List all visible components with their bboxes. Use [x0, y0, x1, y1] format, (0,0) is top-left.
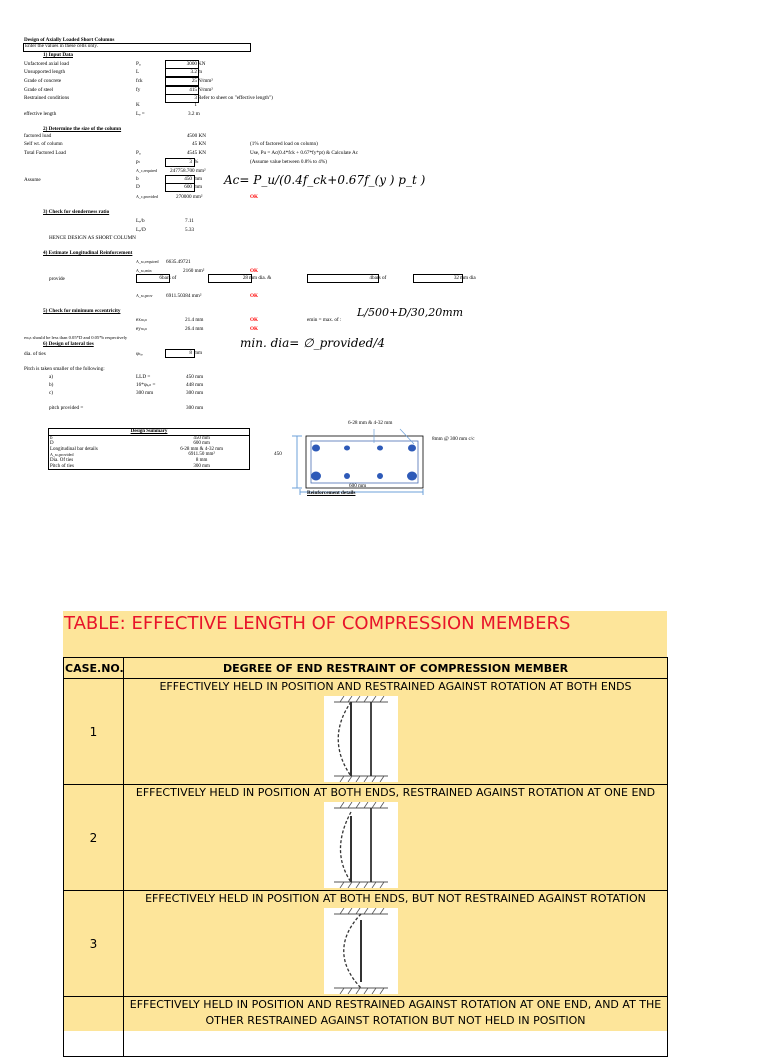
case-description-cell: [124, 679, 668, 785]
section-slenderness-heading: 3) Check for slenderness ratio: [43, 209, 110, 215]
case-description: EFFECTIVELY HELD IN POSITION AND RESTRAINED AGAINST ROTATION AT BOTH ENDS: [159, 680, 632, 693]
input-unit: N/mm²: [198, 78, 213, 84]
effective-length-table: [63, 657, 668, 1057]
asc-provided-ok: OK: [250, 293, 259, 299]
restraint-header: DEGREE OF END RESTRAINT OF COMPRESSION MEMBER: [124, 658, 668, 679]
slenderness-b-value: 7.11: [185, 218, 194, 224]
asc-min-value: 2160 mm²: [183, 268, 205, 274]
section-input-heading: 1) Input Data: [43, 52, 73, 58]
tie-dia-formula: min. dia= ∅_provided/4: [240, 336, 385, 350]
ey-symbol: eyₘᵢₙ: [136, 326, 148, 332]
table-row: [64, 891, 668, 997]
d-value: 600: [184, 184, 192, 190]
bar-unit-1: mm dia. &: [249, 275, 272, 281]
emin-note: eₘᵢₙ should be less than 0.05*D and 0.05*b respectively: [24, 335, 128, 340]
pitch-item-key: a): [49, 374, 54, 380]
input-symbol: Pᵤ: [136, 61, 141, 67]
ac-ok-label: OK: [250, 194, 259, 200]
table-header-row: [64, 658, 668, 679]
pitch-note: Pitch is taken smaller of the following:: [24, 366, 105, 372]
input-note: Enter the values in these cells only.: [25, 43, 98, 49]
ey-ok: OK: [250, 326, 259, 332]
table-row: [64, 679, 668, 785]
ties-label: 8mm @ 300 mm c/c: [432, 436, 475, 442]
case-no-header: CASE.NO.: [64, 658, 124, 679]
rebar-32: [377, 446, 383, 451]
summary-label: Longitudinal bar details: [49, 447, 155, 453]
column-fixed-fixed-diagram: [324, 696, 398, 782]
tie-dia-value: 8: [189, 350, 192, 356]
ex-value: 21.4 mm: [185, 317, 204, 323]
tie-dia-unit: mm: [194, 350, 203, 356]
effective-length-title: TABLE: EFFECTIVE LENGTH OF COMPRESSION MEMBERS: [64, 613, 571, 634]
case-number: 1: [64, 679, 124, 785]
total-load-value: 4545 KN: [186, 150, 206, 156]
b-symbol: b: [136, 176, 139, 182]
pitch-item-key: c): [49, 390, 54, 396]
d-unit: mm: [194, 184, 203, 190]
input-label: Unfactored axial load: [24, 61, 69, 67]
input-symbol: fy: [136, 87, 141, 93]
assume-label: Assume: [24, 177, 41, 183]
width-label: 600 mm: [349, 483, 367, 489]
design-summary-table: [48, 428, 250, 470]
self-weight-label: Self wt. of column: [24, 141, 63, 147]
ey-value: 26.4 mm: [185, 326, 204, 332]
summary-value: 6911.50 mm²: [154, 452, 249, 458]
asc-min-symbol: A_sc,min: [136, 268, 152, 273]
pt-value: 3: [189, 159, 192, 165]
b-value: 450: [184, 176, 192, 182]
rebar-32: [344, 473, 350, 479]
input-label: Grade of concrete: [24, 78, 62, 84]
ex-symbol: exₘᵢₙ: [136, 317, 148, 323]
case-number: 2: [64, 785, 124, 891]
asc-required-value: 6635.49721: [166, 259, 191, 265]
d-symbol: D: [136, 184, 140, 190]
pitch-provided-value: 300 mm: [186, 405, 204, 411]
column-outline: [306, 436, 423, 488]
pitch-item-value: 450 mm: [186, 374, 204, 380]
bars-label: 6-28 mm & 4-32 mm: [348, 420, 393, 426]
k-value: 1: [194, 102, 197, 108]
section-ties-heading: 6) Design of lateral ties: [43, 341, 94, 347]
asc-required-symbol: A_sc,required: [136, 259, 159, 264]
column-pinned-pinned-diagram: [324, 908, 398, 994]
input-unit: N/mm²: [198, 87, 213, 93]
bar-unit-2: mm dia: [460, 275, 476, 281]
bars-count-2: 4: [369, 275, 372, 281]
rebar-28: [312, 445, 320, 452]
total-load-symbol: Pᵤ: [136, 150, 141, 156]
table-row: [64, 785, 668, 891]
input-value: 415: [189, 87, 197, 93]
bars-of-label: bars of: [162, 275, 177, 281]
asc-provided-symbol: A_sc,prov: [136, 293, 153, 298]
tie-dia-label: dia. of ties: [24, 351, 46, 357]
sheet-title: Design of Axially Loaded Short Columns: [24, 37, 115, 43]
input-unit: m: [198, 69, 203, 75]
rebar-32: [377, 473, 383, 479]
total-load-label: Total Factored Load: [24, 150, 66, 156]
summary-label: Dia. Of ties: [49, 458, 155, 464]
emin-label: emin = max. of :: [307, 317, 342, 323]
input-label: Restrained conditions: [24, 95, 70, 101]
summary-value: 8 mm: [154, 458, 249, 464]
bar-dia-2: 32: [453, 275, 459, 281]
bars-of-label-2: bars of: [372, 275, 387, 281]
self-weight-value: 45 KN: [192, 141, 206, 147]
slenderness-b-symbol: Lₑ/b: [136, 218, 145, 224]
ac-formula: Ac= P_u/(0.4f_ck+0.67f_(y ) p_t ): [224, 173, 426, 187]
pt-unit: %: [194, 159, 199, 165]
input-unit: KN: [198, 61, 206, 67]
summary-value: 6-28 mm & 4-32 mm: [154, 447, 249, 453]
summary-value: 450 mm: [154, 435, 249, 441]
slenderness-d-symbol: Lₑ/D: [136, 227, 146, 233]
section-size-heading: 2) Determine the size of the column: [43, 126, 122, 132]
column-fixed-pinned-diagram: [324, 802, 398, 888]
eff-length-symbol: Lₑ =: [136, 111, 145, 117]
ac-required-symbol: A_c,required: [136, 168, 157, 173]
effective-length-section: [63, 611, 667, 1031]
case-description-cell: [124, 785, 668, 891]
input-symbol: fck: [136, 78, 143, 84]
input-label: Grade of steel: [24, 87, 54, 93]
tie-dia-symbol: φₜᵢₑ: [136, 351, 143, 357]
case-number: [64, 997, 124, 1057]
ex-ok: OK: [250, 317, 259, 323]
case-description: EFFECTIVELY HELD IN POSITION AT BOTH ENDS, RESTRAINED AGAINST ROTATION AT ONE END: [135, 786, 656, 799]
input-value: 3000: [186, 61, 197, 67]
ac-required-value: 247758.700 mm²: [170, 168, 206, 174]
input-symbol: L: [136, 69, 140, 75]
slenderness-d-value: 5.33: [185, 227, 195, 233]
provide-label: provide: [49, 276, 65, 282]
pitch-item-value: 300 mm: [186, 390, 204, 396]
summary-label: A_sc,provided: [49, 452, 155, 458]
summary-value: 300 mm: [154, 464, 249, 470]
drawing-caption: Reinforcement details: [307, 490, 356, 496]
height-label: 450: [274, 451, 282, 457]
bar-dia-1: 28: [242, 275, 248, 281]
pitch-item-symbol: 300 mm: [136, 390, 154, 396]
section-eccentricity-heading: 5) Check for minimum eccentricity: [43, 308, 121, 314]
pitch-item-symbol: LLD =: [136, 374, 151, 380]
case-description: EFFECTIVELY HELD IN POSITION AND RESTRAINED AGAINST ROTATION AT ONE END, AND AT THE OTHER RESTRAINED AGAINST ROTATION BUT NOT HELD IN POSITION: [129, 998, 662, 1027]
pitch-provided-label: pitch provided =: [49, 405, 84, 411]
k-symbol: K: [136, 102, 140, 108]
section-reinforcement-heading: 4) Estimate Longitudinal Reinforcement: [43, 250, 133, 256]
formula-note: Use, Pu = Ac(0.4*fck + 0.67*fy*pt) & Calculate Ac: [250, 150, 358, 156]
input-value: 3.2: [190, 69, 197, 75]
self-weight-note: (1% of factored load on column): [250, 141, 318, 147]
summary-value: 600 mm: [154, 441, 249, 447]
case-description-cell: [124, 997, 668, 1057]
input-value: 3: [194, 95, 197, 101]
summary-label: D: [49, 441, 155, 447]
ac-provided-value: 270000 mm²: [176, 194, 203, 200]
rebar-32: [344, 446, 350, 451]
summary-heading: Design Summary: [49, 429, 250, 436]
rebar-28: [407, 472, 417, 481]
input-unit: Refer to sheet on "effective length"): [198, 95, 273, 101]
asc-provided-value: 6911.50384 mm²: [166, 293, 202, 299]
bars-count-1: 6: [159, 275, 162, 281]
pitch-item-value: 448 mm: [186, 382, 204, 388]
eff-length-label: effective length: [24, 111, 57, 117]
slenderness-conclusion: HENCE DESIGN AS SHORT COLUMN: [49, 235, 136, 241]
b-unit: mm: [194, 176, 203, 182]
eff-length-value: 3.2 m: [188, 111, 200, 117]
table-row: [64, 997, 668, 1057]
input-label: Unsupported length: [24, 69, 66, 75]
case-number: 3: [64, 891, 124, 997]
summary-label: Pitch of ties: [49, 464, 155, 470]
input-value: 25: [191, 78, 197, 84]
case-description-cell: [124, 891, 668, 997]
asc-min-ok: OK: [250, 268, 259, 274]
summary-label: b: [49, 435, 155, 441]
pitch-item-key: b): [49, 382, 54, 388]
pt-note: (Assume value between 0.8% to 4%): [250, 159, 327, 165]
emin-formula: L/500+D/30,20mm: [357, 306, 464, 319]
rebar-28: [408, 445, 416, 452]
pitch-item-symbol: 16*φₗₒₙ =: [136, 382, 156, 388]
factored-load-label: factored load: [24, 133, 52, 139]
ac-provided-symbol: A_c,provided: [136, 194, 158, 199]
rebar-28: [311, 472, 321, 481]
factored-load-value: 4500 KN: [186, 133, 206, 139]
pt-symbol: pₜ: [136, 159, 141, 165]
case-description: EFFECTIVELY HELD IN POSITION AT BOTH ENDS, BUT NOT RESTRAINED AGAINST ROTATION: [145, 892, 646, 905]
